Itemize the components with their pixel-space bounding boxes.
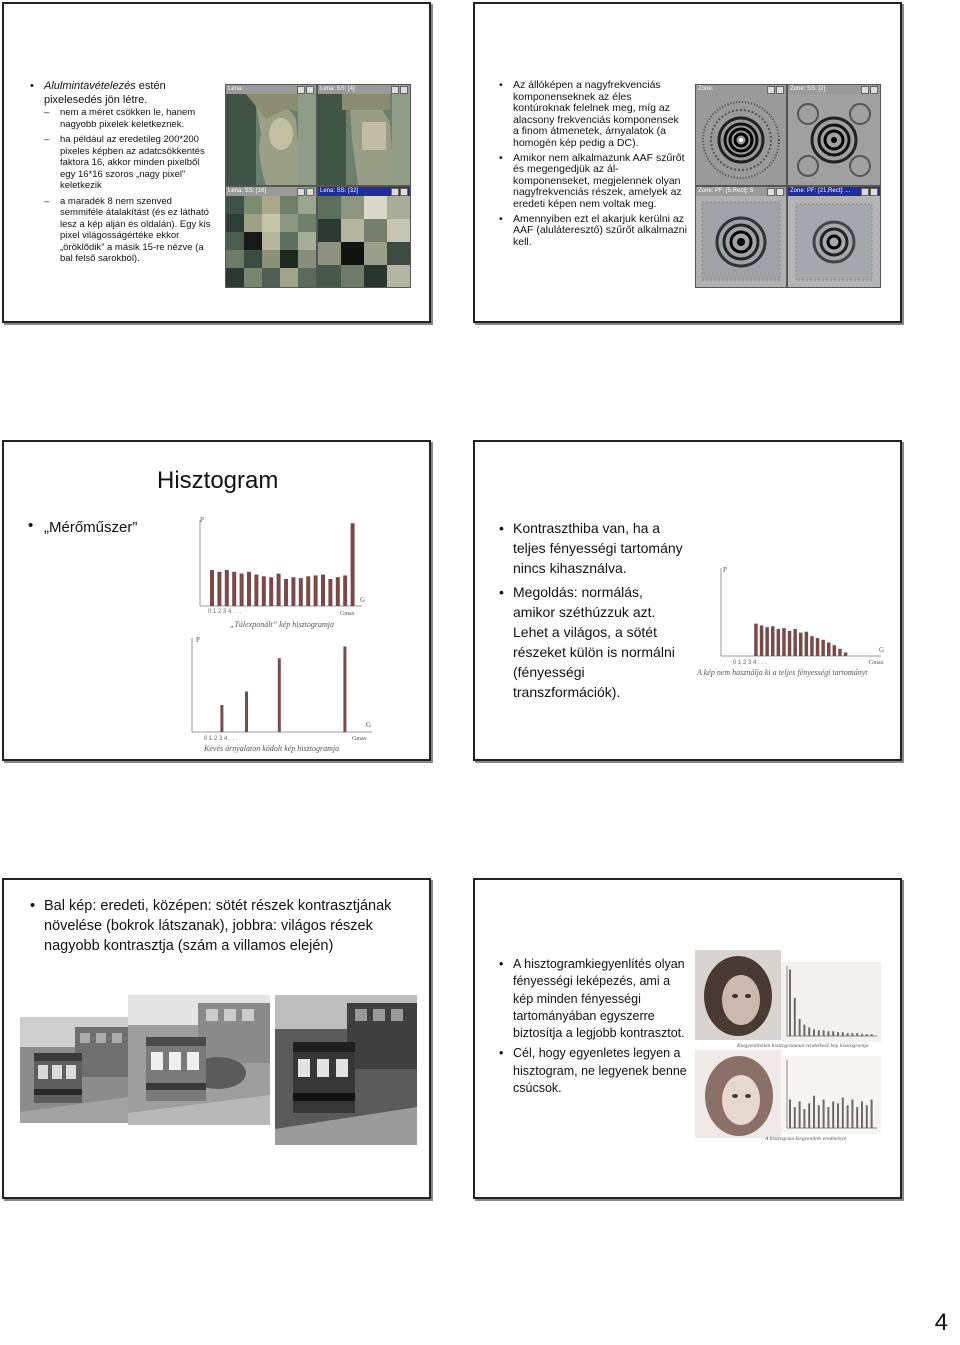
histogram-bar: [771, 626, 775, 656]
histogram-bar: [278, 658, 281, 732]
slide4-bullet-2: • Megoldás: normálás, amikor széthúzzuk azt. Lehet a világos, a sötét részeket külön is normálni (fényességi transzformációk).: [497, 582, 687, 702]
axis-g-label: G: [879, 646, 885, 654]
histogram-bar: [821, 640, 825, 656]
axis-ticks: 0 1 2 3 4 . . .: [733, 660, 767, 666]
axis-p-label: P: [200, 516, 204, 524]
histogram-bar: [838, 649, 842, 656]
lena-ss4-window: [317, 84, 411, 186]
slide-aliasing: [473, 2, 902, 323]
histogram-bar: [760, 625, 764, 656]
histogram-bar: [328, 579, 332, 606]
axis-ticks: 0 1 2 3 4 . . .: [208, 609, 242, 615]
narrow-range-histogram: [705, 562, 895, 672]
histogram-bar: [813, 1096, 815, 1128]
histogram-bar: [832, 1031, 834, 1036]
window-title: Lena: SS: [32]: [320, 188, 359, 194]
lena-original-window: [225, 84, 317, 186]
lena-ss32-window: [317, 186, 411, 288]
histogram-bar: [803, 1109, 805, 1128]
slide2-bullet-1: • Az állóképen a nagyfrekvenciás komponenseknek az éles kontúroknak felelnek meg, míg az alacsony frekvenciás komponensek a finom átmenetek, árnyalatok (a homogén kép pedig a DC).: [497, 80, 687, 150]
histogram-bar: [816, 638, 820, 656]
overexposed-histogram: [190, 514, 370, 626]
few-levels-bars: [220, 647, 346, 733]
histogram-bar: [220, 705, 223, 732]
histogram-bar: [856, 1107, 858, 1128]
few-levels-caption: Kevés árnyalaton kódolt kép hisztogramja: [204, 744, 340, 753]
slide2-bullet-3: • Amennyiben ezt el akarjuk kerülni az AAF (aluláteresztő) szűrőt alkalmazni kell.: [497, 214, 687, 249]
histogram-bar: [833, 645, 837, 656]
histogram-bar: [245, 692, 248, 733]
slide1-sub-1: – nem a méret csökken le, hanem nagyobb pixelek keletkeznek.: [42, 107, 214, 130]
slide6-text: [497, 956, 687, 1097]
lena-ss16-image: [226, 196, 316, 287]
unequalized-histogram: [781, 962, 881, 1042]
zone-plate-filtered-21: [788, 196, 880, 287]
zone-original-window: [695, 84, 787, 186]
histogram-bar: [299, 578, 303, 606]
slide1-sub-3: – a maradék 8 nem szenved semmiféle átalakítást (és ez látható lesz a kép alján és oldalán). Egy kis pixel világosságértéke ekkor „öröklődik” a másik 15-re nézve (a bal felső sarokból).: [42, 196, 214, 265]
window-title: Lena: SS: [16]: [228, 188, 267, 194]
histogram-bar: [777, 629, 781, 656]
slide5-bullet: • Bal kép: eredeti, középen: sötét részek kontrasztjának növelése (bokrok látszanak), jobbra: világos részek nagyobb kontrasztja (szám a villamos elején): [28, 896, 424, 956]
slide3-bullet-dot: •: [28, 517, 34, 534]
histogram-bar: [851, 1100, 853, 1129]
window-title: Zone:: [698, 86, 714, 92]
window-title: Zone: PF: [21,Rect]: ...: [790, 188, 851, 194]
histogram-bar: [232, 572, 236, 606]
histogram-bar: [799, 1101, 801, 1128]
histogram-bar: [788, 631, 792, 656]
histogram-bar: [314, 575, 318, 606]
zone-plate-filtered-5: [696, 196, 786, 287]
slide-equalization: [473, 878, 902, 1199]
slide1-bullet: [28, 79, 214, 107]
histogram-bar: [818, 1030, 820, 1036]
histogram-bar: [321, 575, 325, 607]
histogram-bar: [827, 1031, 829, 1036]
histogram-bar: [871, 1034, 873, 1036]
histogram-bar: [818, 1105, 820, 1128]
histogram-bar: [810, 636, 814, 656]
histogram-bar: [277, 574, 281, 606]
histogram-bar: [343, 647, 346, 733]
few-levels-histogram: [182, 632, 382, 740]
window-title: Lena:: [228, 86, 244, 92]
zone-ss2-window: [787, 84, 881, 186]
lena-original-image: [226, 94, 316, 185]
slide2-bullet-2: • Amikor nem alkalmazunk AAF szűrőt és megengedjük az ál-komponenseket, megjelennek olyan nagyfrekvenciás részek, amelyek az eredeti képen nem voltak meg.: [497, 153, 687, 211]
histogram-bar: [351, 523, 355, 606]
histogram-bar: [856, 1033, 858, 1036]
zone-pf5-window: [695, 186, 787, 288]
lena-ss4-image: [318, 94, 410, 185]
histogram-bar: [306, 576, 310, 606]
axis-g-label: G: [366, 721, 372, 729]
histogram-bar: [217, 572, 221, 606]
zone-pf21-window: [787, 186, 881, 288]
lena-ss16-window: [225, 186, 317, 288]
histogram-bar: [247, 572, 251, 606]
window-title: Zone: PF: [5,Rect]: 5: [698, 188, 754, 194]
unequalized-caption: Kiegyenlítetlen hisztogrammal rendelkező kép hisztogramja: [737, 1043, 869, 1049]
overexposed-caption: „Túlexponált” kép hisztogramja: [230, 620, 335, 629]
histogram-bar: [291, 577, 295, 606]
axis-ticks: 0 1 2 3 4 . . .: [204, 736, 238, 740]
histogram-bar: [842, 1032, 844, 1036]
slide4-text: [497, 518, 687, 702]
histogram-bar: [844, 652, 848, 656]
slide-undersampling: [2, 2, 431, 323]
histogram-bar: [851, 1033, 853, 1036]
slide3-title: Hisztogram: [157, 467, 279, 494]
histogram-bar: [793, 629, 797, 656]
slide1-sub-2: – ha például az eredetileg 200*200 pixeles képben az adatcsökkentés faktora 16, akkor minden pixelből egy 16*16 szoros „nagy pixel” keletkezik: [42, 134, 214, 192]
histogram-bar: [343, 575, 347, 606]
overexposed-bars: [210, 523, 355, 606]
histogram-bar: [861, 1101, 863, 1128]
slide2-text: [497, 80, 687, 248]
slide1-bullet-emphasis: Alulmintavételezés: [44, 80, 136, 92]
slide-tram-contrast: [2, 878, 431, 1199]
tram-light-enhanced-photo: [275, 995, 417, 1145]
histogram-bar: [861, 1034, 863, 1036]
slide-histogram: [2, 440, 431, 761]
slide3-label: „Mérőműszer”: [44, 519, 138, 536]
histogram-bar: [284, 579, 288, 606]
histogram-bar: [782, 628, 786, 656]
narrow-range-caption: A kép nem használja ki a teljes fényességi tartományt: [697, 668, 868, 677]
portrait-equalized-photo: [695, 1050, 781, 1138]
histogram-bar: [240, 574, 244, 606]
histogram-bar: [842, 1098, 844, 1128]
histogram-bar: [754, 624, 758, 656]
histogram-bar: [827, 643, 831, 657]
axis-gmax-label: Gmax: [869, 660, 884, 666]
histogram-bar: [847, 1033, 849, 1036]
tram-original-photo: [20, 1017, 128, 1123]
histogram-bar: [808, 1027, 810, 1036]
tram-dark-enhanced-photo: [128, 995, 270, 1125]
histogram-bar: [823, 1100, 825, 1129]
histogram-bar: [225, 570, 229, 606]
equalized-histogram: [781, 1056, 881, 1134]
histogram-bar: [254, 575, 258, 607]
zone-plate-original: [696, 94, 786, 185]
page-number: 4: [934, 1309, 948, 1336]
histogram-bar: [871, 1100, 873, 1129]
axis-gmax-label: Gmax: [352, 736, 367, 740]
histogram-bar: [262, 576, 266, 606]
portrait-original-photo: [695, 950, 781, 1040]
equalized-caption: A hisztogram kiegyenlítés eredménye: [765, 1136, 847, 1142]
slide1-text: [28, 79, 214, 265]
histogram-bar: [847, 1105, 849, 1128]
slide1-bullet-text: estén pixelesedés jön létre.: [44, 80, 166, 106]
histogram-bar: [832, 1101, 834, 1128]
histogram-bar: [837, 1103, 839, 1128]
slide5-text: [28, 896, 424, 956]
histogram-bar: [765, 627, 769, 656]
axis-p-label: P: [196, 636, 200, 644]
slide6-bullet-2: • Cél, hogy egyenletes legyen a hisztogram, ne legyenek benne csúcsok.: [497, 1045, 687, 1097]
window-title: Zone: SS: [2]: [790, 86, 826, 92]
histogram-bar: [805, 632, 809, 656]
slide6-bullet-1: • A hisztogramkiegyenlítés olyan fényességi leképezés, ami a kép minden fényességi tartományában egyszerre biztosítja a legjobb kontrasztot.: [497, 956, 687, 1042]
histogram-bar: [794, 1107, 796, 1128]
slide-contrast-error: [473, 440, 902, 761]
histogram-bar: [789, 1100, 791, 1129]
histogram-bar: [269, 577, 273, 606]
histogram-bar: [789, 970, 791, 1037]
histogram-bar: [794, 998, 796, 1036]
histogram-bar: [210, 570, 214, 606]
histogram-bar: [837, 1032, 839, 1036]
axis-g-label: G: [360, 596, 366, 604]
histogram-bar: [799, 1019, 801, 1036]
window-title: Lena: SS: [4]: [320, 86, 355, 92]
histogram-bar: [808, 1103, 810, 1128]
axis-p-label: P: [723, 566, 727, 574]
histogram-bar: [866, 1105, 868, 1128]
histogram-bar: [823, 1030, 825, 1036]
histogram-bar: [813, 1029, 815, 1036]
histogram-bar: [803, 1025, 805, 1036]
histogram-bar: [827, 1107, 829, 1128]
histogram-bar: [799, 633, 803, 656]
slide4-bullet-1: • Kontraszthiba van, ha a teljes fényességi tartomány nincs kihasználva.: [497, 518, 687, 578]
zone-plate-subsampled: [788, 94, 880, 185]
axis-gmax-label: Gmax: [340, 611, 355, 617]
narrow-range-bars: [754, 624, 847, 656]
lena-ss32-image: [318, 196, 410, 287]
histogram-bar: [336, 577, 340, 606]
histogram-bar: [866, 1034, 868, 1036]
